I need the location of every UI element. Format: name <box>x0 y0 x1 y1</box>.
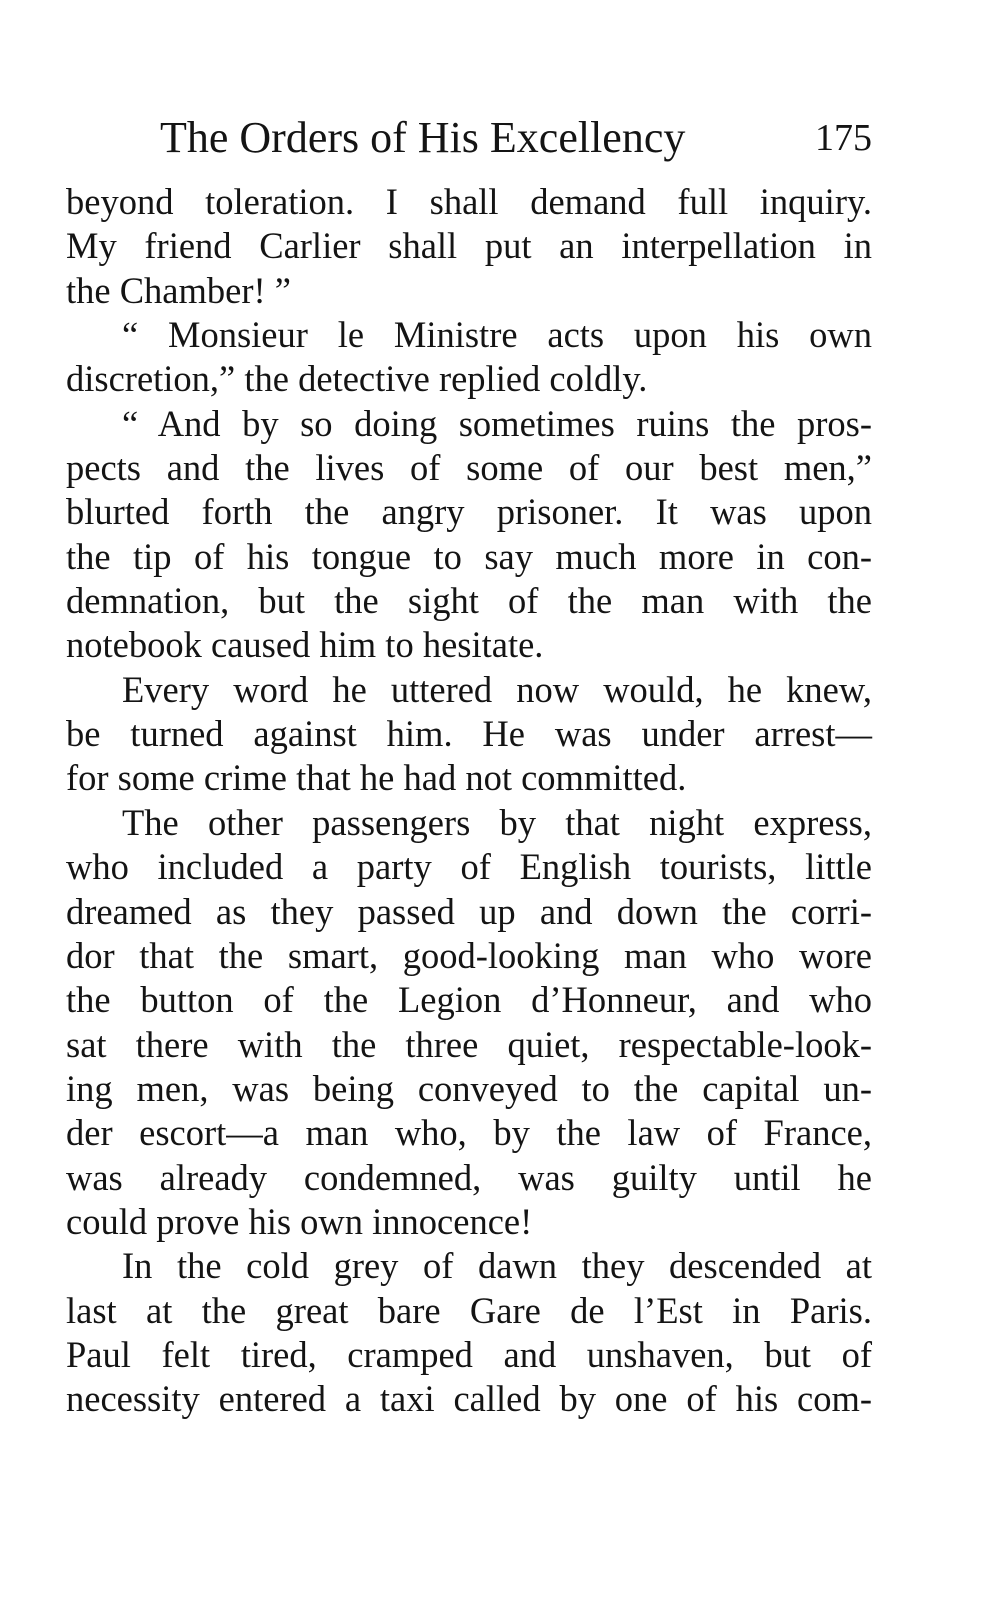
text-line: the Chamber! ” <box>66 269 291 311</box>
text-line: could prove his own innocence! <box>66 1200 533 1242</box>
text-line: “ And by so doing sometimes ruins the pros- <box>122 402 872 444</box>
text-line: demnation, but the sight of the man with the <box>66 580 872 622</box>
text-line: der escort—a man who, by the law of France, <box>66 1112 872 1154</box>
text-line: sat there with the three quiet, respectable-look- <box>66 1023 872 1065</box>
text-line: the button of the Legion d’Honneur, and who <box>66 979 872 1021</box>
text-line: be turned against him. He was under arrest— <box>66 713 872 755</box>
text-line: notebook caused him to hesitate. <box>66 624 544 666</box>
text-line: pects and the lives of some of our best men,” <box>66 447 872 489</box>
text-line: was already condemned, was guilty until he <box>66 1156 872 1198</box>
text-line: dreamed as they passed up and down the corri- <box>66 890 872 932</box>
text-line: discretion,” the detective replied coldly. <box>66 358 648 400</box>
text-line: last at the great bare Gare de l’Est in Paris. <box>66 1289 872 1331</box>
text-line: necessity entered a taxi called by one of his com- <box>66 1378 872 1420</box>
text-line: In the cold grey of dawn they descended at <box>122 1245 872 1287</box>
text-line: “ Monsieur le Ministre acts upon his own <box>122 314 872 356</box>
text-line: dor that the smart, good-looking man who wore <box>66 934 872 976</box>
text-line: for some crime that he had not committed. <box>66 757 687 799</box>
running-head-title: The Orders of His Excellency <box>160 113 686 162</box>
body-text <box>66 180 872 1422</box>
text-line: My friend Carlier shall put an interpellation in <box>66 225 872 267</box>
text-line: The other passengers by that night express, <box>122 801 872 843</box>
text-line: blurted forth the angry prisoner. It was upon <box>66 491 872 533</box>
text-line: Paul felt tired, cramped and unshaven, but of <box>66 1333 872 1375</box>
text-line: ing men, was being conveyed to the capital un- <box>66 1067 872 1109</box>
page-number: 175 <box>815 117 872 159</box>
text-line: the tip of his tongue to say much more in con- <box>66 535 872 577</box>
text-line: who included a party of English tourists, little <box>66 846 872 888</box>
text-line: Every word he uttered now would, he knew, <box>122 668 872 710</box>
running-head <box>160 108 872 168</box>
text-line: beyond toleration. I shall demand full inquiry. <box>66 181 872 222</box>
